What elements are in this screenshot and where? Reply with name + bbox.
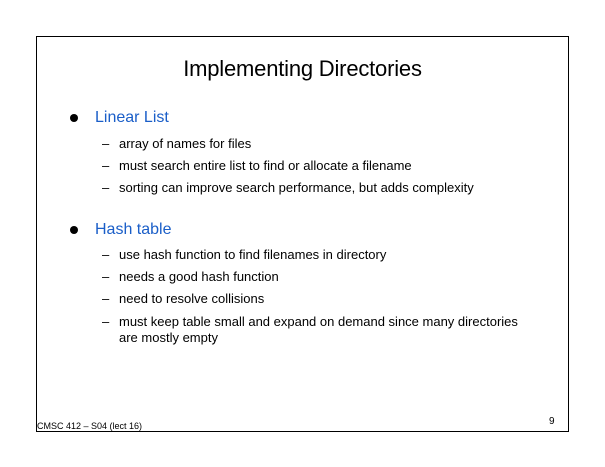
dash-icon: – bbox=[102, 291, 110, 306]
sub-item-text: need to resolve collisions bbox=[119, 291, 265, 306]
bullet-heading: Hash table bbox=[95, 221, 172, 238]
sub-item-text: array of names for files bbox=[119, 136, 252, 151]
footer-course-label: CMSC 412 – S04 (lect 16) bbox=[37, 421, 143, 431]
dash-icon: – bbox=[102, 314, 110, 329]
dash-icon: – bbox=[102, 269, 110, 284]
sub-item-text: must search entire list to find or allocate a filename bbox=[119, 158, 412, 173]
dash-icon: – bbox=[102, 158, 110, 173]
sub-item-text: sorting can improve search performance, but adds complexity bbox=[119, 180, 474, 195]
sub-item-text: must keep table small and expand on demand since many directories are mostly empty bbox=[119, 314, 518, 345]
dash-icon: – bbox=[102, 180, 110, 195]
dash-icon: – bbox=[102, 136, 110, 151]
bullet-dot-icon bbox=[70, 226, 78, 234]
dash-icon: – bbox=[102, 247, 110, 262]
sub-item-text: needs a good hash function bbox=[119, 269, 279, 284]
bullet-dot-icon bbox=[70, 114, 78, 122]
page-number: 9 bbox=[549, 416, 555, 427]
slide-title: Implementing Directories bbox=[183, 56, 422, 81]
sub-item-text: use hash function to find filenames in directory bbox=[119, 247, 387, 262]
bullet-heading: Linear List bbox=[95, 109, 169, 126]
